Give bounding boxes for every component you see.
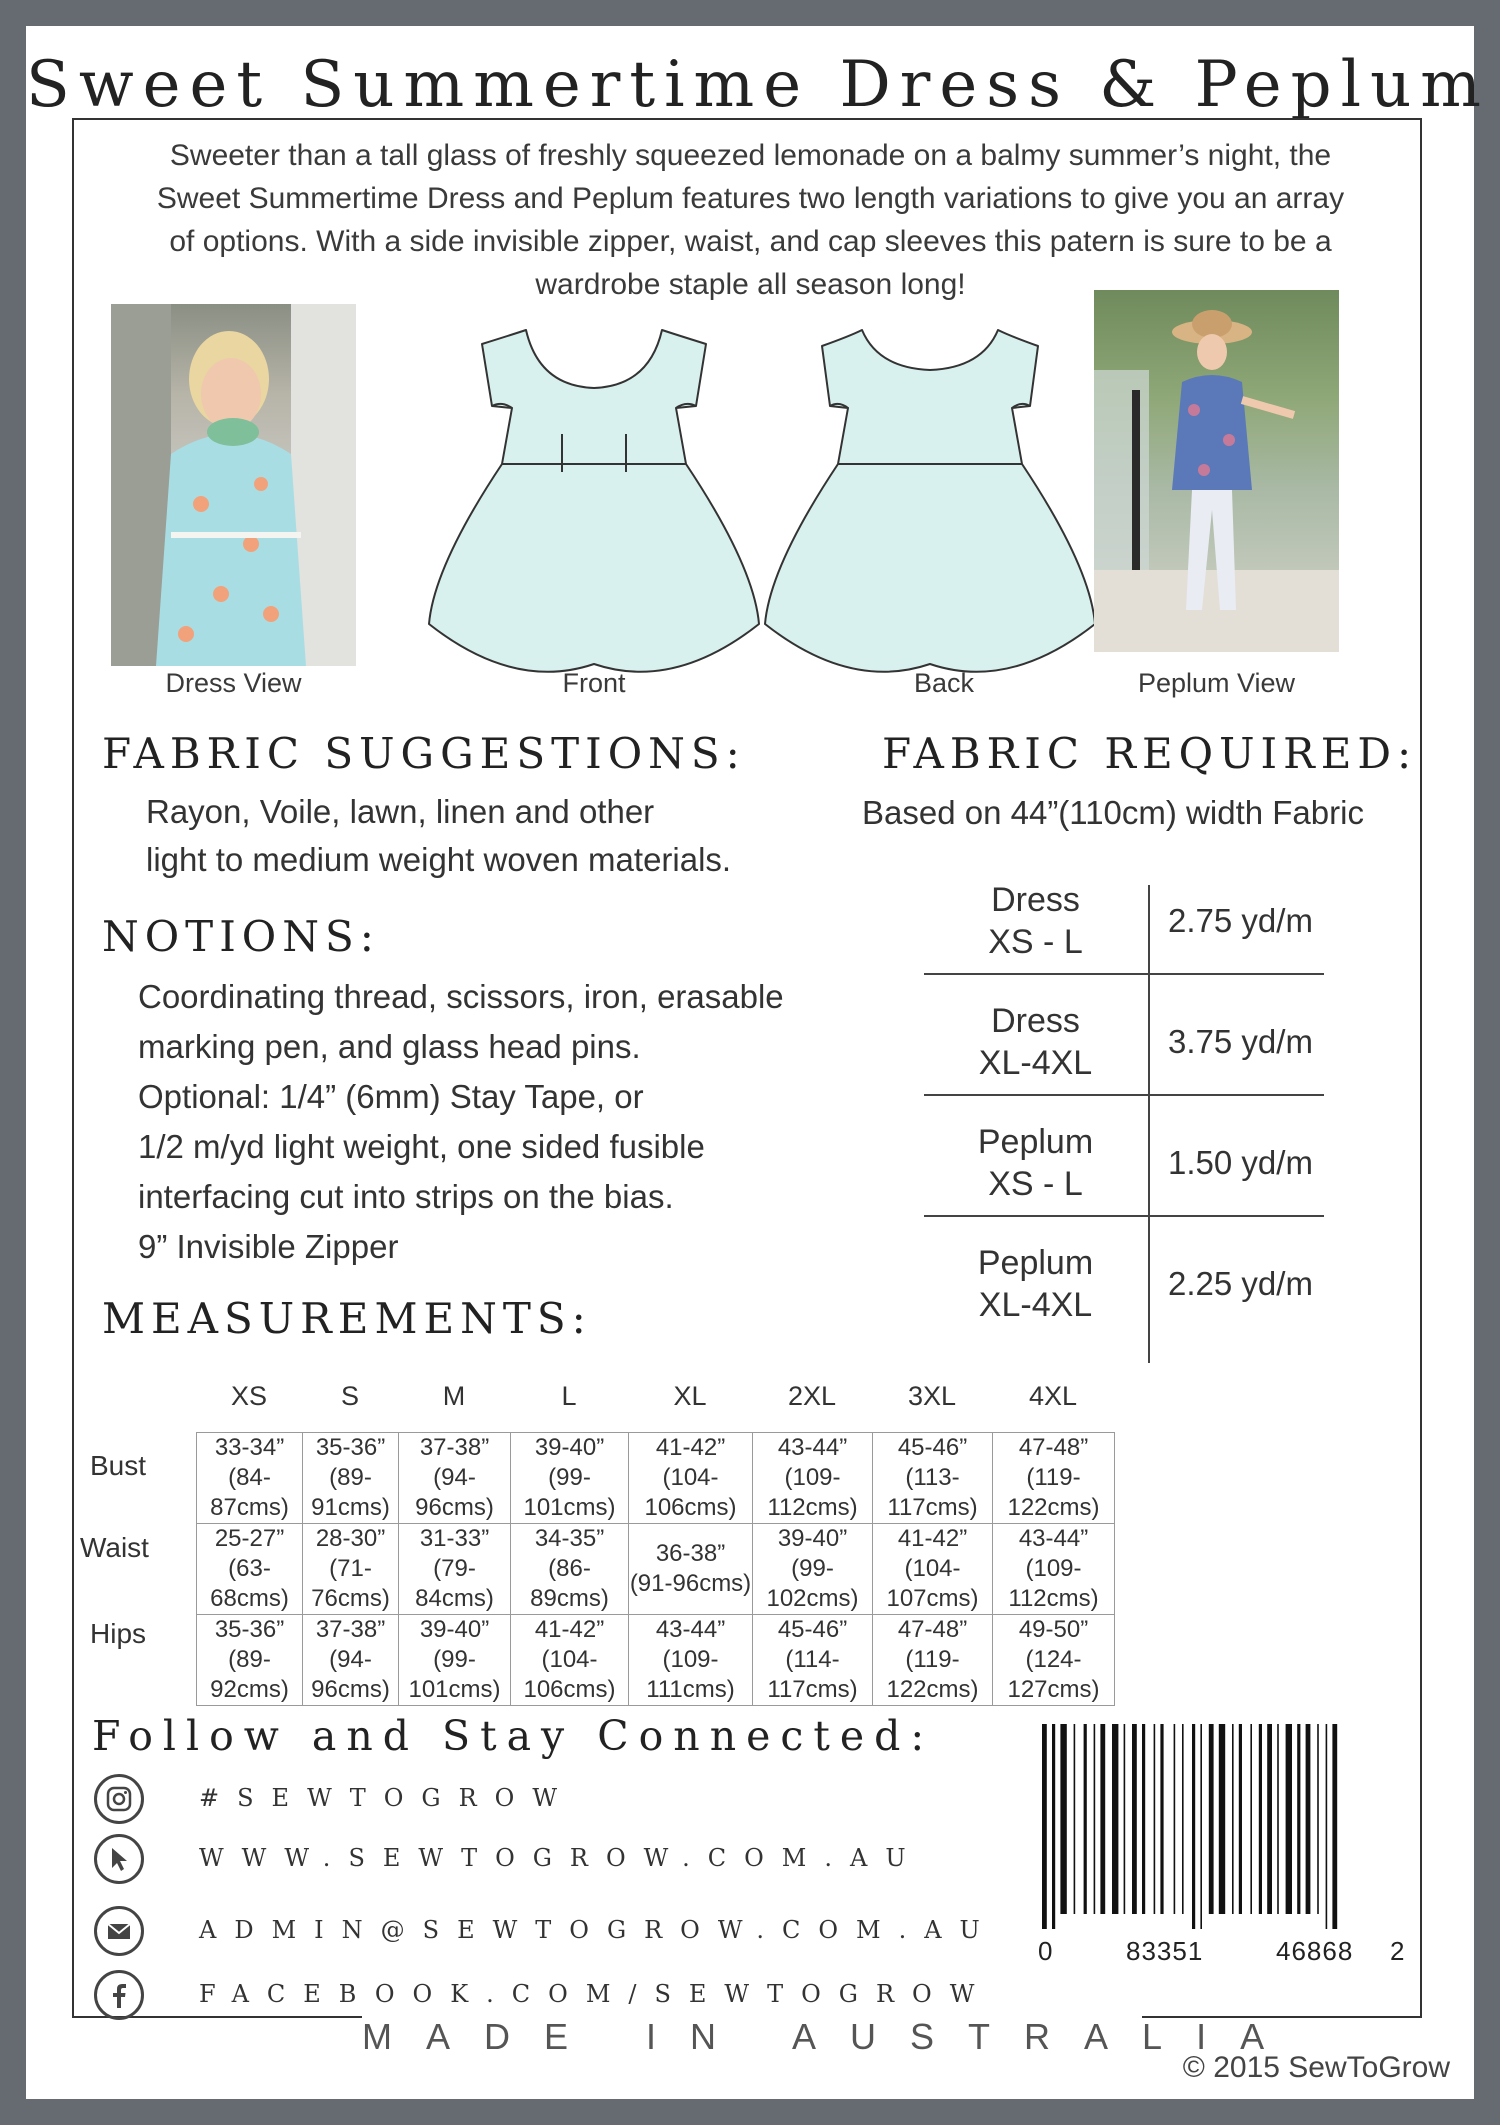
- back-drawing: [760, 316, 1100, 676]
- measurement-cell: [399, 1524, 511, 1615]
- measurement-cell: [303, 1615, 399, 1706]
- measurement-cell: [399, 1433, 511, 1524]
- measurement-inches: 36-38”: [655, 1540, 726, 1567]
- barcode-bars: [1038, 1724, 1410, 1929]
- measurement-inches: 35-36”: [315, 1434, 386, 1461]
- intro-line: Sweet Summertime Dress and Peplum features two length variations to give you an array: [156, 182, 1345, 215]
- table-row: [197, 1615, 1115, 1706]
- measurement-cms: (86-89cms): [530, 1555, 609, 1612]
- social-instagram-text: #SEWTOGROW: [199, 1784, 576, 1812]
- notions-line: Optional: 1/4” (6mm) Stay Tape, or: [138, 1078, 644, 1115]
- size-header: 2XL: [787, 1381, 837, 1411]
- measurement-cell: [303, 1433, 399, 1524]
- cursor-icon: [94, 1834, 144, 1884]
- measurement-cms: (109-112cms): [1008, 1555, 1099, 1612]
- barcode-bar: [1200, 1724, 1202, 1929]
- measurement-cms: (94-96cms): [415, 1464, 494, 1521]
- measurement-cell: [511, 1433, 629, 1524]
- envelope-icon: [94, 1906, 144, 1956]
- barcode-bar: [1042, 1724, 1047, 1929]
- fabric-suggestions-line: light to medium weight woven materials.: [146, 841, 732, 878]
- barcode-bar: [1124, 1724, 1126, 1914]
- dress-view-photo: [111, 304, 356, 666]
- measurement-cell: [399, 1615, 511, 1706]
- measurement-cell: [629, 1615, 753, 1706]
- fabric-suggestions-text: [146, 788, 731, 884]
- measurement-row-label: Hips: [90, 1618, 147, 1649]
- barcode-group-2: 46868: [1276, 1936, 1354, 1966]
- facebook-icon: [94, 1970, 144, 2020]
- made-in-text: MADE IN AUSTRALIA: [362, 2016, 1299, 2057]
- fabric-row-garment: Dress: [991, 1001, 1080, 1040]
- fabric-row-label: [923, 860, 1148, 981]
- measurement-cms: (91-96cms): [629, 1570, 752, 1597]
- social-email-text: ADMIN@SEWTOGROW.COM.AU: [199, 1916, 998, 1944]
- measurement-cms: (94-96cms): [311, 1646, 390, 1703]
- measurement-cell: [993, 1524, 1115, 1615]
- fabric-suggestions-heading: FABRIC SUGGESTIONS:: [102, 729, 746, 778]
- measurement-inches: 37-38”: [315, 1616, 386, 1643]
- measurement-cms: (113-117cms): [887, 1464, 978, 1521]
- measurement-cms: (119-122cms): [1007, 1464, 1100, 1521]
- notions-text: [138, 972, 784, 1272]
- measurement-cms: (63-68cms): [210, 1555, 289, 1612]
- size-header: XL: [673, 1381, 707, 1411]
- notions-line: marking pen, and glass head pins.: [138, 1028, 641, 1065]
- measurement-cell: [753, 1433, 873, 1524]
- measurement-inches: 35-36”: [214, 1616, 285, 1643]
- barcode-bar: [1142, 1724, 1145, 1914]
- measurement-cell: [753, 1524, 873, 1615]
- fabric-required-subheading: Based on 44”(110cm) width Fabric: [862, 794, 1364, 831]
- instagram-icon: [94, 1774, 144, 1824]
- measurement-cell: [511, 1615, 629, 1706]
- fabric-row-sizes: XL-4XL: [978, 1043, 1093, 1082]
- notions-heading: NOTIONS:: [102, 912, 380, 961]
- measurement-inches: 33-34”: [214, 1434, 285, 1461]
- size-header: L: [561, 1381, 577, 1411]
- intro-line: of options. With a side invisible zipper, waist, and cap sleeves this patern is sure to be a: [169, 225, 1332, 258]
- measurement-cms: (104-106cms): [644, 1464, 737, 1521]
- measurement-inches: 41-42”: [655, 1434, 726, 1461]
- measurement-inches: 43-44”: [1018, 1525, 1089, 1552]
- barcode-bar: [1306, 1724, 1311, 1914]
- measurement-inches: 47-48”: [1018, 1434, 1089, 1461]
- intro-line: wardrobe staple all season long!: [535, 268, 966, 301]
- notions-line: interfacing cut into strips on the bias.: [138, 1178, 674, 1215]
- barcode-bar: [1112, 1724, 1118, 1914]
- barcode-bar: [1174, 1724, 1176, 1914]
- measurement-cell: [993, 1433, 1115, 1524]
- measurement-cms: (71-76cms): [311, 1555, 390, 1612]
- fabric-row: [923, 981, 1333, 1102]
- barcode-bar: [1052, 1724, 1055, 1929]
- measurement-inches: 31-33”: [419, 1525, 490, 1552]
- fabric-row-value: 2.25 yd/m: [1168, 1264, 1313, 1302]
- back-caption: Back: [913, 668, 975, 698]
- barcode-bar: [1084, 1724, 1087, 1914]
- barcode-bar: [1192, 1724, 1195, 1929]
- measurement-inches: 34-35”: [534, 1525, 605, 1552]
- fabric-row-sizes: XL-4XL: [978, 1285, 1093, 1324]
- barcode-bar: [1132, 1724, 1137, 1914]
- measurement-cell: [873, 1433, 993, 1524]
- fabric-row: [923, 860, 1333, 981]
- barcode-bar: [1160, 1724, 1163, 1914]
- fabric-row: [923, 1102, 1333, 1223]
- intro-line: Sweeter than a tall glass of freshly squeezed lemonade on a balmy summer’s night, the: [169, 139, 1332, 172]
- size-header: 3XL: [907, 1381, 957, 1411]
- measurement-cell: [197, 1615, 303, 1706]
- pattern-back-cover: [26, 26, 1490, 2099]
- table-row: [197, 1433, 1115, 1524]
- peplum-view-photo: [1094, 290, 1339, 652]
- measurement-cms: (89-92cms): [210, 1646, 289, 1703]
- fabric-row-garment: Peplum: [977, 1243, 1094, 1282]
- barcode-bar: [1182, 1724, 1184, 1914]
- measurement-cms: (119-122cms): [886, 1646, 979, 1703]
- measurement-cms: (99-102cms): [766, 1555, 859, 1612]
- measurement-cms: (109-112cms): [767, 1464, 858, 1521]
- fabric-row-value: 3.75 yd/m: [1168, 1022, 1313, 1060]
- barcode-bar: [1286, 1724, 1292, 1914]
- barcode-bar: [1277, 1724, 1279, 1914]
- measurement-cell: [629, 1433, 753, 1524]
- copyright: © 2015 SewToGrow: [1182, 2051, 1450, 2084]
- front-caption: Front: [562, 668, 626, 698]
- barcode-bar: [1219, 1724, 1225, 1914]
- barcode-digit-right: 2: [1390, 1936, 1405, 1966]
- measurement-inches: 39-40”: [419, 1616, 490, 1643]
- measurement-cms: (89-91cms): [311, 1464, 390, 1521]
- measurement-inches: 39-40”: [777, 1525, 848, 1552]
- measurement-cms: (79-84cms): [415, 1555, 494, 1612]
- barcode-bar: [1267, 1724, 1272, 1914]
- barcode-bar: [1317, 1724, 1319, 1914]
- measurement-inches: 28-30”: [315, 1525, 386, 1552]
- front-drawing: [424, 316, 764, 676]
- made-in-banner: [26, 2016, 1474, 2056]
- peplum-view-caption: Peplum View: [1137, 668, 1296, 698]
- fabric-row-label: [923, 981, 1148, 1102]
- measurements-heading: MEASUREMENTS:: [102, 1294, 592, 1343]
- measurement-cell: [197, 1433, 303, 1524]
- barcode-bar: [1239, 1724, 1242, 1914]
- fabric-required-table: [923, 860, 1333, 1345]
- social-website-text: WWW.SEWTOGROW.COM.AU: [199, 1844, 924, 1872]
- measurement-cms: (124-127cms): [1007, 1646, 1100, 1703]
- fabric-row-sizes: XS - L: [988, 1164, 1083, 1203]
- measurement-cms: (84-87cms): [210, 1464, 289, 1521]
- measurements-table: [196, 1432, 1115, 1706]
- follow-heading: Follow and Stay Connected:: [92, 1712, 935, 1760]
- measurement-inches: 25-27”: [214, 1525, 285, 1552]
- fabric-row-garment: Peplum: [977, 1122, 1094, 1161]
- measurement-inches: 41-42”: [897, 1525, 968, 1552]
- measurement-cms: (114-117cms): [767, 1646, 858, 1703]
- barcode-bar: [1094, 1724, 1096, 1914]
- measurement-inches: 41-42”: [534, 1616, 605, 1643]
- fabric-suggestions-line: Rayon, Voile, lawn, linen and other: [146, 793, 655, 830]
- table-row: [197, 1524, 1115, 1615]
- fabric-row-label: [923, 1102, 1148, 1223]
- page-title: Sweet Summertime Dress & Peplum: [26, 48, 1490, 122]
- measurement-cell: [511, 1524, 629, 1615]
- notions-line: 9” Invisible Zipper: [138, 1228, 399, 1265]
- measurement-inches: 49-50”: [1018, 1616, 1089, 1643]
- measurement-cell: [197, 1524, 303, 1615]
- measurement-cms: (99-101cms): [408, 1646, 501, 1703]
- measurement-cell: [753, 1615, 873, 1706]
- fabric-row-label: [923, 1223, 1148, 1344]
- measurement-cms: (104-107cms): [886, 1555, 979, 1612]
- notions-line: 1/2 m/yd light weight, one sided fusible: [138, 1128, 705, 1165]
- intro-paragraph: [98, 134, 1403, 306]
- barcode-group-1: 83351: [1126, 1936, 1204, 1966]
- fabric-row-sizes: XS - L: [988, 922, 1083, 961]
- measurement-cell: [873, 1524, 993, 1615]
- barcode-bar: [1154, 1724, 1156, 1914]
- fabric-row-value: 2.75 yd/m: [1168, 901, 1313, 939]
- measurement-inches: 45-46”: [897, 1434, 968, 1461]
- barcode-bar: [1326, 1724, 1328, 1929]
- social-facebook-text: FACEBOOK.COM/SEWTOGROW: [199, 1980, 993, 2008]
- barcode-bar: [1100, 1724, 1105, 1914]
- measurement-cell: [993, 1615, 1115, 1706]
- barcode: [1038, 1724, 1410, 1969]
- dress-view-caption: Dress View: [165, 668, 302, 698]
- measurement-inches: 39-40”: [534, 1434, 605, 1461]
- barcode-bar: [1332, 1724, 1337, 1929]
- fabric-row: [923, 1223, 1333, 1344]
- measurement-inches: 43-44”: [655, 1616, 726, 1643]
- measurement-cell: [629, 1524, 753, 1615]
- measurement-cms: (109-111cms): [646, 1646, 735, 1703]
- barcode-bar: [1074, 1724, 1076, 1914]
- measurement-inches: 37-38”: [419, 1434, 490, 1461]
- size-header: M: [442, 1381, 466, 1411]
- notions-line: Coordinating thread, scissors, iron, erasable: [138, 978, 784, 1015]
- barcode-digit-left: 0: [1038, 1936, 1053, 1966]
- measurement-inches: 43-44”: [777, 1434, 848, 1461]
- barcode-bar: [1297, 1724, 1300, 1914]
- measurement-cms: (104-106cms): [523, 1646, 616, 1703]
- fabric-required-heading: FABRIC REQUIRED:: [882, 729, 1418, 778]
- barcode-bar: [1209, 1724, 1214, 1914]
- fabric-row-value: 1.50 yd/m: [1168, 1143, 1313, 1181]
- size-header: XS: [230, 1381, 268, 1411]
- barcode-bar: [1250, 1724, 1252, 1914]
- measurement-cms: (99-101cms): [523, 1464, 616, 1521]
- barcode-bar: [1060, 1724, 1066, 1914]
- size-header: 4XL: [1028, 1381, 1078, 1411]
- measurement-row-label: Bust: [90, 1450, 147, 1481]
- measurement-inches: 47-48”: [897, 1616, 968, 1643]
- measurement-cell: [303, 1524, 399, 1615]
- fabric-row-garment: Dress: [991, 880, 1080, 919]
- size-header: S: [340, 1381, 359, 1411]
- measurement-cell: [873, 1615, 993, 1706]
- barcode-bar: [1259, 1724, 1262, 1914]
- measurement-inches: 45-46”: [777, 1616, 848, 1643]
- barcode-bar: [1232, 1724, 1234, 1914]
- measurement-row-label: Waist: [80, 1532, 149, 1563]
